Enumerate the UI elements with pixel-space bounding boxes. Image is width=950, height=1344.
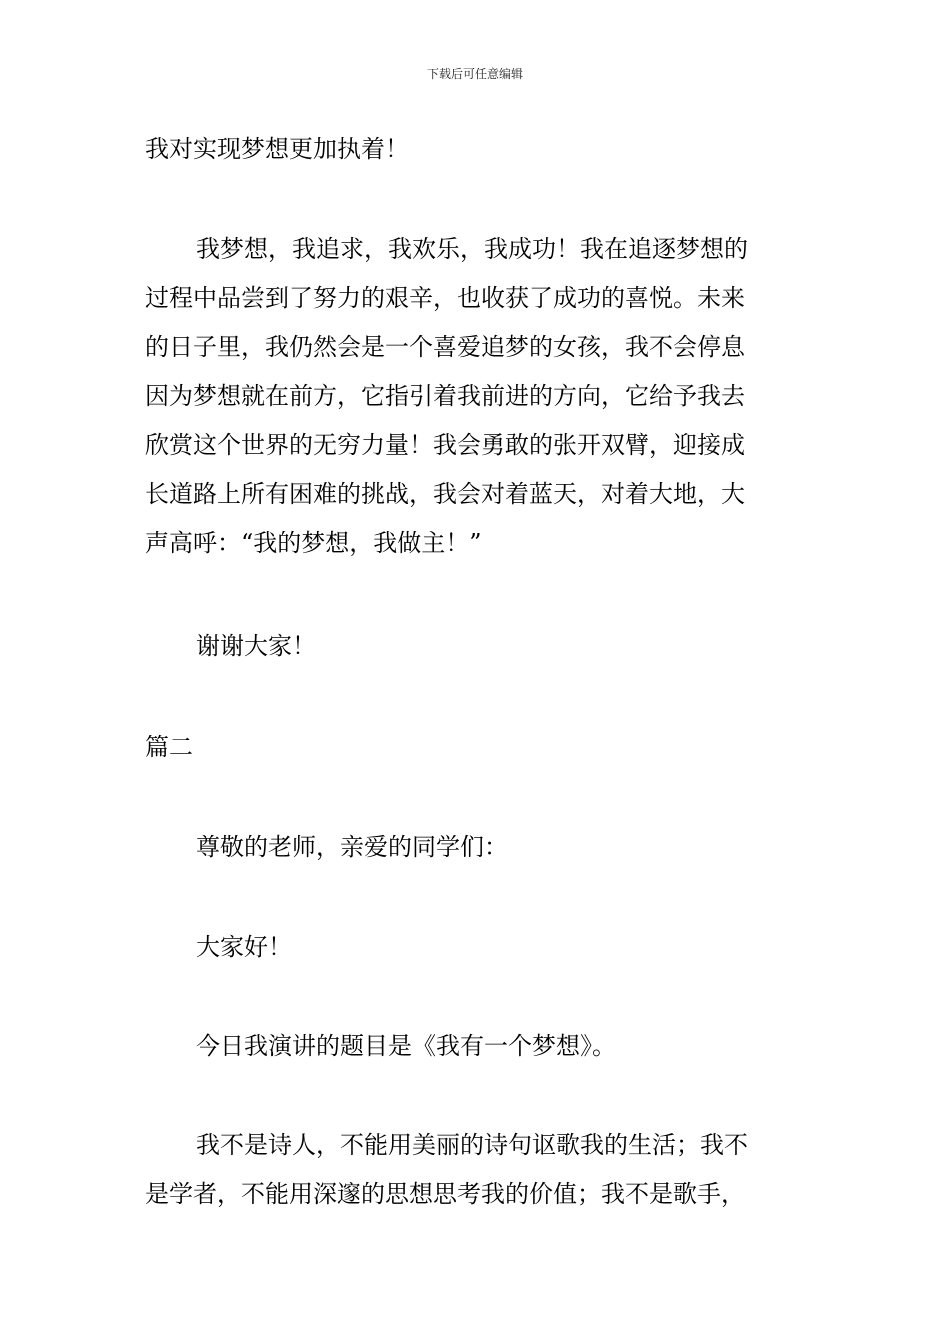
paragraph-salutation: 尊敬的老师，亲爱的同学们： xyxy=(196,833,508,861)
paragraph-poet-line-1: 我不是诗人，不能用美丽的诗句讴歌我的生活；我不 xyxy=(196,1131,748,1159)
paragraph-greeting: 大家好！ xyxy=(196,933,292,961)
paragraph-dream-line-3: 的日子里，我仍然会是一个喜爱追梦的女孩，我不会停息 xyxy=(145,333,745,361)
paragraph-topic: 今日我演讲的题目是《我有一个梦想》。 xyxy=(196,1032,616,1060)
paragraph-thanks: 谢谢大家！ xyxy=(196,632,316,660)
paragraph-dream-line-4: 因为梦想就在前方，它指引着我前进的方向，它给予我去 xyxy=(145,382,745,410)
paragraph-dream-line-6: 长道路上所有困难的挑战，我会对着蓝天，对着大地，大 xyxy=(145,480,745,508)
page-header: 下载后可任意编辑 xyxy=(426,67,523,81)
paragraph-dream-line-2: 过程中品尝到了努力的艰辛，也收获了成功的喜悦。未来 xyxy=(145,284,745,312)
paragraph-dream-line-7: 声高呼：“我的梦想，我做主！” xyxy=(145,529,482,557)
section-heading: 篇二 xyxy=(145,733,193,761)
paragraph-dream-line-5: 欣赏这个世界的无穷力量！我会勇敢的张开双臂，迎接成 xyxy=(145,431,745,459)
paragraph-dream-line-1: 我梦想，我追求，我欢乐，我成功！我在追逐梦想的 xyxy=(196,235,748,263)
paragraph-poet-line-2: 是学者，不能用深邃的思想思考我的价值；我不是歌手， xyxy=(145,1180,745,1208)
paragraph-closing-line: 我对实现梦想更加执着！ xyxy=(145,135,409,163)
